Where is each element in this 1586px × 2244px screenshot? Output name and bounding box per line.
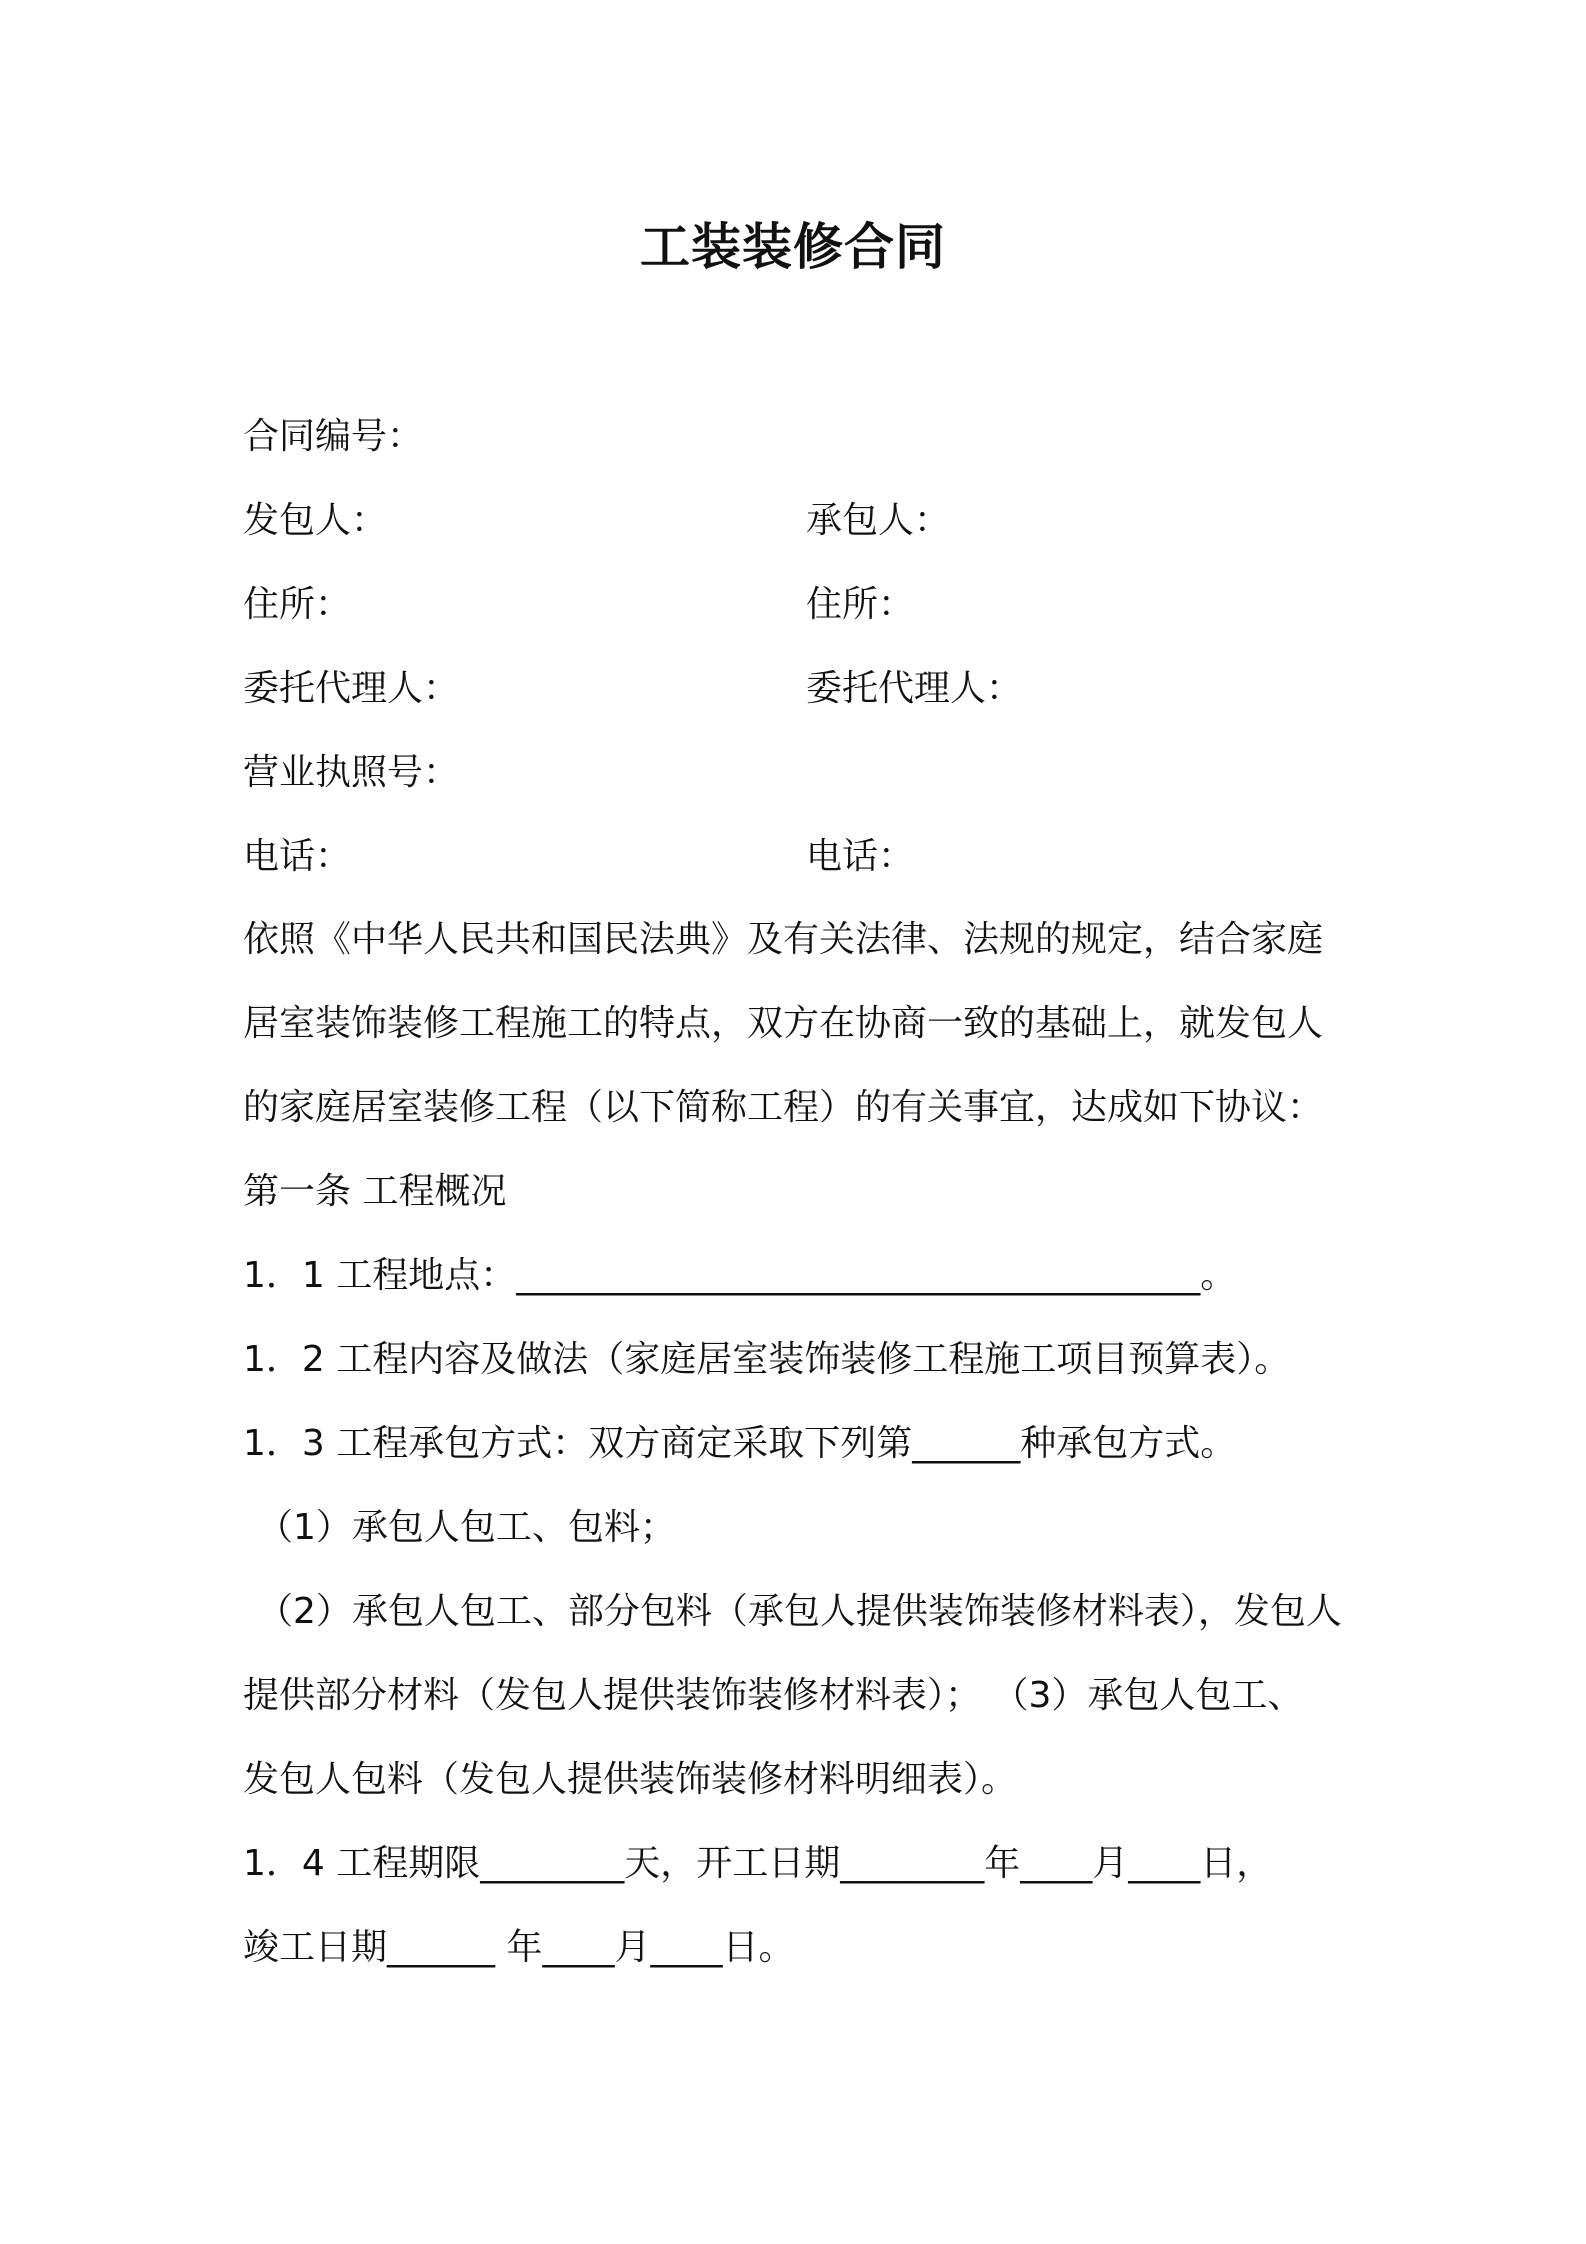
preamble-line: 的家庭居室装修工程（以下简称工程）的有关事宜，达成如下协议： [243,1087,1324,1128]
item-1-4-period-line-2: 竣工日期______ 年____月____日。 [243,1927,795,1968]
employer-label: 发包人： [243,500,388,541]
option-2-line-1: （2）承包人包工、部分包料（承包人提供装饰装修材料表），发包人 [257,1591,1342,1632]
item-1-2-content: 1．2 工程内容及做法（家庭居室装饰装修工程施工项目预算表）。 [243,1339,1291,1380]
preamble-line: 依照《中华人民共和国民法典》及有关法律、法规的规定，结合家庭 [243,919,1324,960]
option-2-line-2: 提供部分材料（发包人提供装饰装修材料表）； （3）承包人包工、 [243,1675,1304,1716]
option-3-line: 发包人包料（发包人提供装饰装修材料明细表）。 [243,1759,1018,1800]
article-1-heading: 第一条 工程概况 [243,1171,507,1212]
business-license-line: 营业执照号： [243,752,460,793]
contractor-address-label: 住所： [806,584,915,625]
contractor-phone-label: 电话： [806,836,915,877]
employer-agent-label: 委托代理人： [243,668,460,709]
item-1-1-location: 1．1 工程地点：______________________________________。 [243,1255,1237,1296]
preamble-line: 居室装饰装修工程施工的特点，双方在协商一致的基础上，就发包人 [243,1003,1324,1044]
item-1-3-method: 1．3 工程承包方式：双方商定采取下列第______种承包方式。 [243,1423,1237,1464]
contractor-agent-label: 委托代理人： [806,668,1023,709]
option-1: （1）承包人包工、包料； [257,1507,676,1548]
employer-address-label: 住所： [243,584,352,625]
contract-number-line: 合同编号： [243,416,424,457]
employer-phone-label: 电话： [243,836,352,877]
item-1-4-period-line-1: 1．4 工程期限________天，开工日期________年____月____日， [243,1843,1273,1884]
contractor-label: 承包人： [806,500,951,541]
document-title: 工装装修合同 [640,218,946,276]
